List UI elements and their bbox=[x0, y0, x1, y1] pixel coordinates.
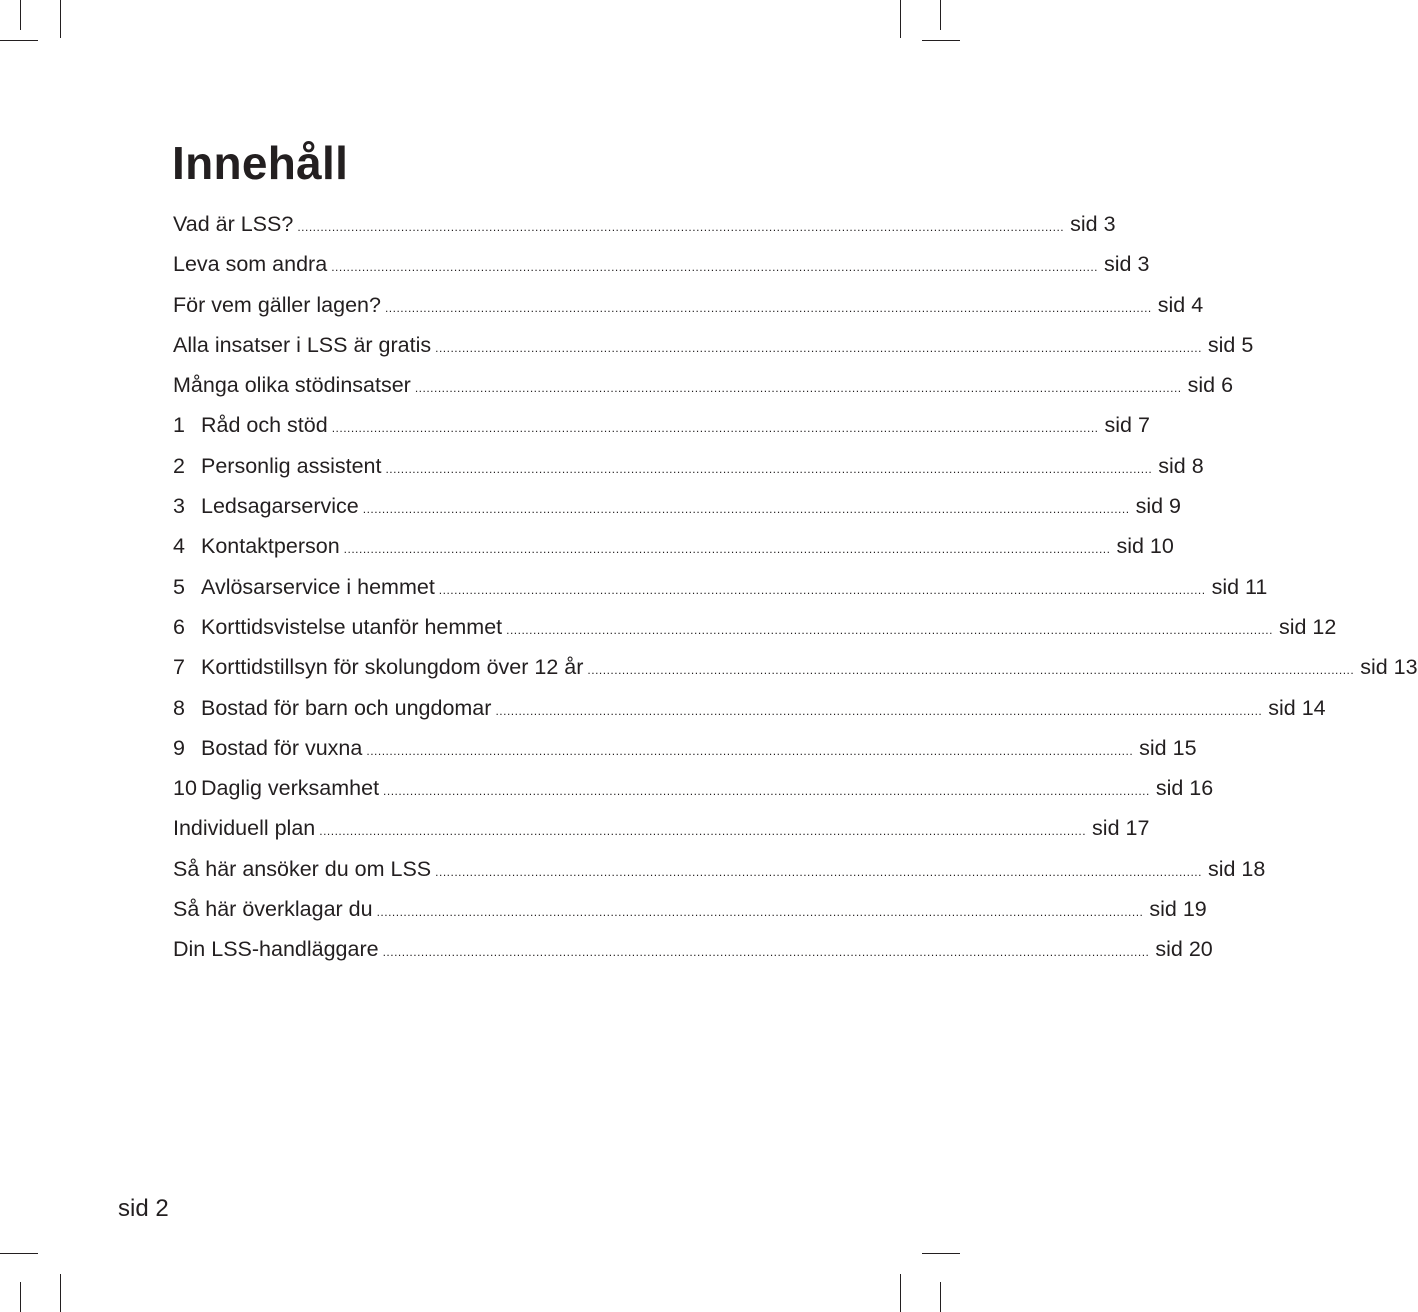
dot-leader: ........................................................................................................................................................................................................ bbox=[382, 945, 1150, 960]
toc-entry-text: Leva som andra bbox=[173, 252, 328, 277]
toc-entry-text: Så här ansöker du om LSS bbox=[173, 856, 432, 881]
toc-entry-label bbox=[173, 929, 379, 969]
toc-entry-page: sid 13 bbox=[1360, 655, 1418, 680]
toc-entry-page: sid 19 bbox=[1149, 897, 1207, 922]
toc-entry-label bbox=[173, 889, 373, 929]
toc-entry-label bbox=[173, 446, 381, 486]
toc-entry[interactable] bbox=[173, 647, 1418, 687]
toc-entry-number: 5 bbox=[173, 574, 185, 599]
dot-leader: ........................................................................................................................................................................................................ bbox=[383, 784, 1150, 799]
crop-mark bbox=[922, 1253, 960, 1254]
toc-entry-label bbox=[173, 567, 435, 607]
toc-entry-text: Vad är LSS? bbox=[173, 212, 294, 236]
toc-entry-text: Alla insatser i LSS är gratis bbox=[173, 332, 432, 357]
toc-entry-page: sid 10 bbox=[1116, 534, 1174, 559]
dot-leader: ........................................................................................................................................................................................................ bbox=[435, 864, 1202, 879]
dot-leader: ........................................................................................................................................................................................................ bbox=[587, 663, 1355, 678]
toc-entry-page: sid 12 bbox=[1278, 614, 1337, 639]
toc-entry-number: 4 bbox=[173, 534, 185, 559]
dot-leader: ........................................................................................................................................................................................................ bbox=[435, 340, 1202, 355]
toc-entry-page: sid 3 bbox=[1070, 212, 1116, 236]
dot-leader: ........................................................................................................................................................................................................ bbox=[506, 622, 1273, 637]
dot-leader: ........................................................................................................................................................................................................ bbox=[385, 461, 1153, 476]
dot-leader: ........................................................................................................................................................................................................ bbox=[343, 542, 1111, 557]
crop-mark bbox=[20, 0, 21, 30]
crop-mark bbox=[900, 0, 901, 38]
toc-entry-label bbox=[173, 365, 411, 405]
toc-entry-number: 2 bbox=[173, 453, 185, 478]
toc-entry-page: sid 15 bbox=[1139, 735, 1197, 760]
toc-entry-label bbox=[173, 647, 583, 687]
dot-leader: ........................................................................................................................................................................................................ bbox=[331, 260, 1098, 275]
toc-entry-page: sid 18 bbox=[1207, 856, 1266, 881]
crop-mark bbox=[940, 1282, 941, 1312]
toc-entry[interactable] bbox=[173, 486, 1181, 526]
crop-mark bbox=[60, 0, 61, 38]
dot-leader: ........................................................................................................................................................................................................ bbox=[376, 905, 1144, 920]
toc-entry-label bbox=[173, 204, 293, 244]
toc-entry-page: sid 9 bbox=[1135, 494, 1181, 519]
toc-entry-label bbox=[173, 486, 359, 526]
toc-entry-page: sid 20 bbox=[1155, 937, 1213, 962]
toc-entry-label bbox=[173, 607, 502, 647]
toc-entry[interactable] bbox=[173, 808, 1150, 848]
toc-entry-page: sid 11 bbox=[1211, 574, 1268, 599]
toc-entry-page: sid 3 bbox=[1103, 252, 1150, 277]
dot-leader: ........................................................................................................................................................................................................ bbox=[438, 582, 1206, 597]
toc-entry-label bbox=[173, 808, 315, 848]
toc-entry[interactable] bbox=[173, 405, 1150, 445]
crop-mark bbox=[0, 40, 38, 41]
toc-entry-page: sid 17 bbox=[1092, 816, 1150, 841]
toc-entry-number: 8 bbox=[173, 695, 185, 720]
toc-entry[interactable] bbox=[173, 607, 1337, 647]
toc-entry-label bbox=[173, 244, 327, 284]
toc-entry-text: Bostad för barn och ungdomar bbox=[201, 695, 492, 720]
toc-entry-text: Råd och stöd bbox=[201, 413, 328, 438]
toc-entry-number: 6 bbox=[173, 614, 185, 639]
toc-entry-text: Så här överklagar du bbox=[173, 897, 373, 922]
toc-entry-page: sid 7 bbox=[1104, 413, 1150, 438]
toc-entry[interactable] bbox=[173, 526, 1174, 566]
crop-mark bbox=[0, 1253, 38, 1254]
toc-entry-label bbox=[173, 768, 379, 808]
toc-entry[interactable] bbox=[173, 325, 1254, 365]
crop-mark bbox=[940, 0, 941, 30]
toc-entry-text: Korttidstillsyn för skolungdom över 12 år bbox=[201, 655, 584, 680]
crop-mark bbox=[900, 1274, 901, 1312]
toc-entry[interactable] bbox=[173, 728, 1197, 768]
toc-entry[interactable] bbox=[173, 244, 1150, 284]
toc-entry-text: För vem gäller lagen? bbox=[173, 292, 381, 317]
toc-entry-number: 9 bbox=[173, 735, 185, 760]
toc-entry-number: 3 bbox=[173, 494, 185, 519]
crop-mark bbox=[20, 1282, 21, 1312]
toc-entry-number: 7 bbox=[173, 655, 185, 680]
dot-leader: ........................................................................................................................................................................................................ bbox=[362, 502, 1130, 517]
dot-leader: ........................................................................................................................................................................................................ bbox=[331, 421, 1099, 436]
toc-entry[interactable] bbox=[173, 446, 1204, 486]
toc-entry[interactable] bbox=[173, 688, 1326, 728]
toc-entry[interactable] bbox=[173, 204, 1116, 244]
toc-entry[interactable] bbox=[173, 365, 1234, 405]
table-of-contents bbox=[173, 204, 1418, 970]
toc-entry[interactable] bbox=[173, 567, 1268, 607]
toc-entry[interactable] bbox=[173, 889, 1207, 929]
dot-leader: ........................................................................................................................................................................................................ bbox=[366, 743, 1134, 758]
toc-entry-label bbox=[173, 405, 328, 445]
toc-entry-page: sid 5 bbox=[1207, 332, 1254, 357]
toc-entry-text: Avlösarservice i hemmet bbox=[201, 574, 435, 599]
toc-entry-page: sid 14 bbox=[1268, 695, 1326, 720]
toc-entry[interactable] bbox=[173, 929, 1213, 969]
toc-entry-text: Många olika stödinsatser bbox=[173, 373, 411, 398]
page-title: Innehåll bbox=[172, 137, 349, 189]
toc-entry[interactable] bbox=[173, 849, 1266, 889]
toc-entry-label bbox=[173, 688, 491, 728]
toc-entry-text: Korttidsvistelse utanför hemmet bbox=[201, 614, 503, 639]
toc-entry-text: Kontaktperson bbox=[201, 534, 340, 559]
toc-entry-text: Bostad för vuxna bbox=[201, 735, 363, 760]
crop-mark bbox=[60, 1274, 61, 1312]
dot-leader: ........................................................................................................................................................................................................ bbox=[414, 381, 1182, 396]
toc-entry-page: sid 16 bbox=[1155, 776, 1214, 801]
toc-entry-label bbox=[173, 728, 362, 768]
toc-entry-text: Din LSS-handläggare bbox=[173, 937, 379, 962]
toc-entry-text: Daglig verksamhet bbox=[201, 776, 380, 801]
toc-entry-text: Individuell plan bbox=[173, 816, 316, 841]
dot-leader: ........................................................................................................................................................................................................ bbox=[495, 703, 1263, 718]
toc-entry-text: Ledsagarservice bbox=[201, 494, 359, 519]
page-number: sid 2 bbox=[118, 1195, 169, 1222]
toc-entry-number: 10 bbox=[173, 776, 197, 801]
dot-leader: ........................................................................................................................................................................................................ bbox=[319, 824, 1087, 839]
toc-entry-label bbox=[173, 285, 381, 325]
toc-entry-number: 1 bbox=[173, 413, 185, 438]
dot-leader: ........................................................................................................................................................................................................ bbox=[384, 300, 1152, 315]
toc-entry[interactable] bbox=[173, 285, 1204, 325]
toc-entry-page: sid 6 bbox=[1187, 373, 1234, 398]
toc-entry-page: sid 8 bbox=[1158, 453, 1204, 478]
toc-entry-text: Personlig assistent bbox=[201, 453, 382, 478]
dot-leader: ........................................................................................................................................................................................................ bbox=[297, 220, 1065, 234]
toc-entry-label bbox=[173, 325, 431, 365]
toc-entry[interactable] bbox=[173, 768, 1214, 808]
toc-entry-label bbox=[173, 849, 431, 889]
toc-entry-label bbox=[173, 526, 340, 566]
toc-entry-page: sid 4 bbox=[1157, 292, 1204, 317]
crop-mark bbox=[922, 40, 960, 41]
